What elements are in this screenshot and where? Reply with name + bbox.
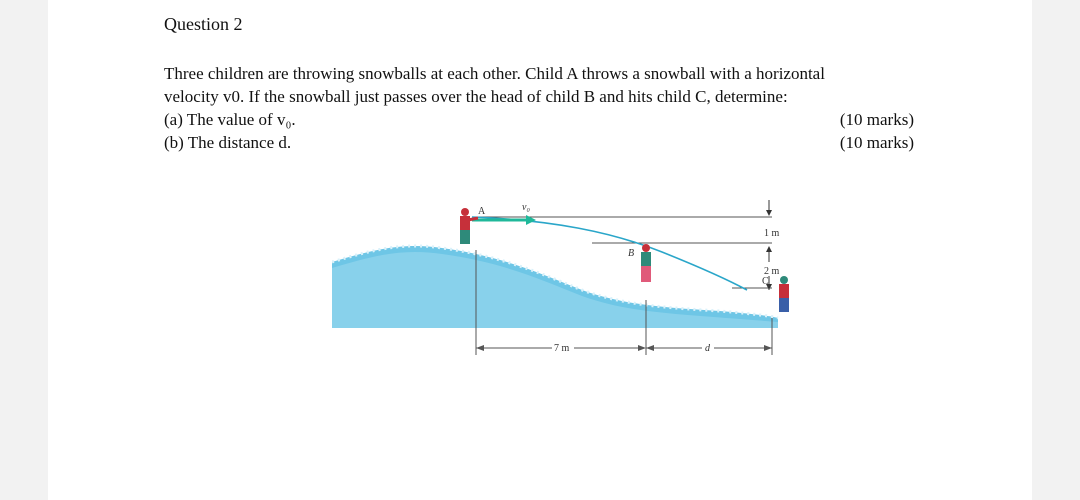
dim-d-arrow-right <box>764 345 772 351</box>
arrowhead-2m-up <box>766 246 772 252</box>
dim-7m-arrow-right <box>638 345 646 351</box>
part-a-text: (a) The value of v₀. <box>164 110 296 129</box>
question-title: Question 2 <box>164 14 243 34</box>
child-b-figure <box>641 244 651 282</box>
dim-d-label: d <box>705 343 710 354</box>
v0-label: v₀ <box>522 202 530 213</box>
dim-d-arrow-left <box>646 345 654 351</box>
label-c: C <box>762 276 769 287</box>
child-a-figure <box>460 208 478 244</box>
child-c-figure <box>779 276 789 312</box>
part-b-row <box>164 131 914 154</box>
arrowhead-1m <box>766 210 772 216</box>
dim-2m-label: 2 m <box>764 266 780 277</box>
part-a-row <box>164 108 914 131</box>
question-text <box>164 62 924 154</box>
dim-1m-label: 1 m <box>764 228 780 239</box>
part-b-marks: (10 marks) <box>839 133 914 152</box>
question-line-1: Three children are throwing snowballs at each other. Child A throws a snowball with a horizontal <box>164 64 825 83</box>
dim-7m-label: 7 m <box>554 343 570 354</box>
dim-7m-arrow-left <box>476 345 484 351</box>
question-line-2: velocity v0. If the snowball just passes over the head of child B and hits child C, determine: <box>164 87 788 106</box>
snowball-figure <box>332 190 792 370</box>
part-a-marks: (10 marks) <box>839 110 914 129</box>
part-b-text: (b) The distance d. <box>164 133 292 152</box>
label-b: B <box>628 248 635 259</box>
document-page <box>48 0 1032 500</box>
label-a: A <box>478 206 486 217</box>
